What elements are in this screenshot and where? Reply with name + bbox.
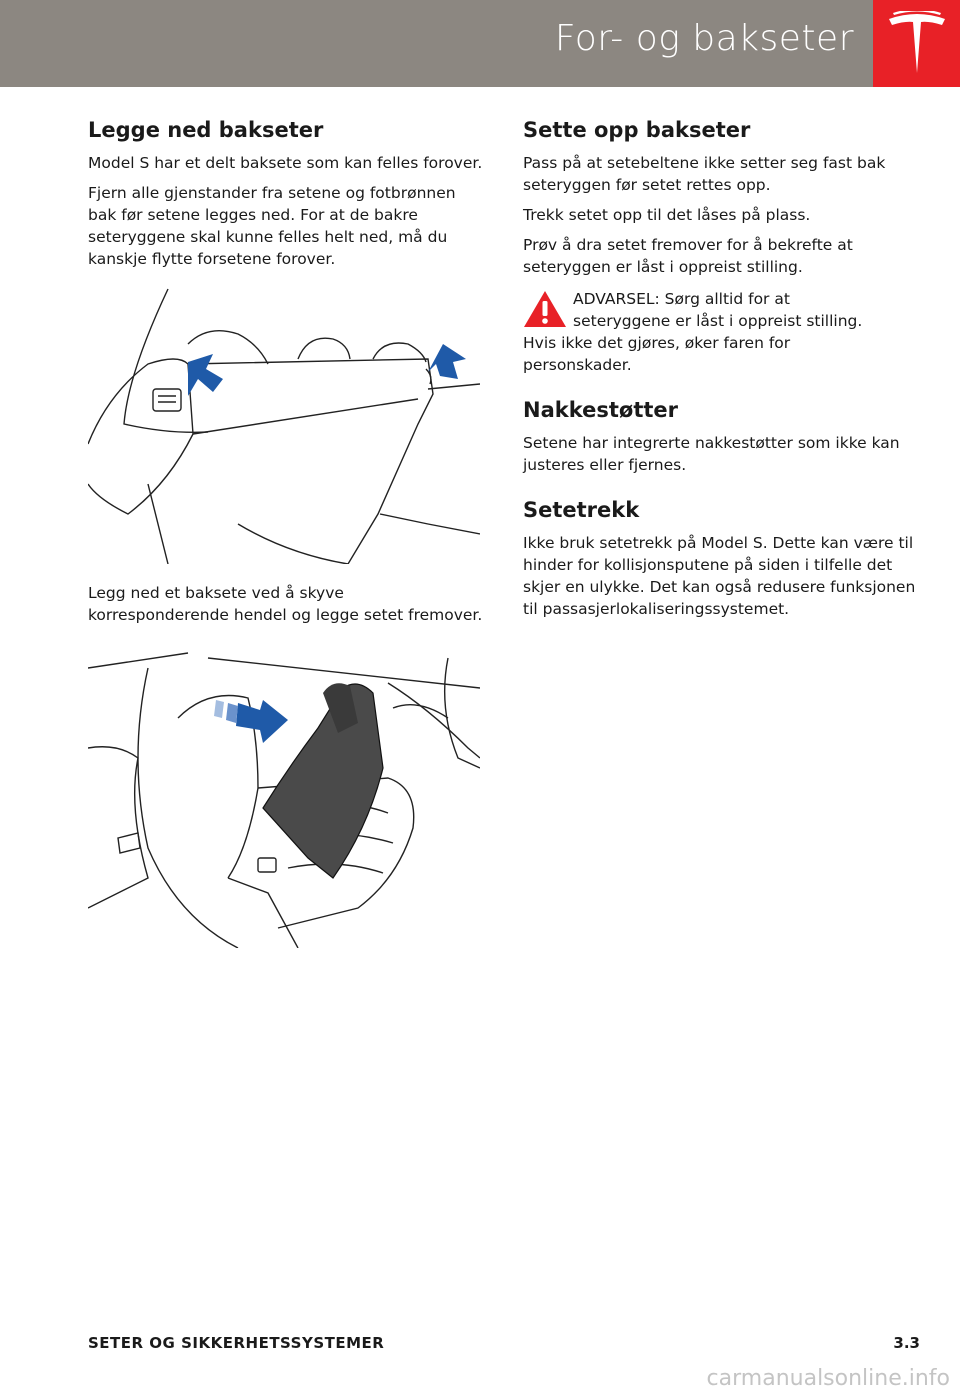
paragraph: Trekk setet opp til det låses på plass. <box>523 206 811 224</box>
watermark: carmanualsonline.info <box>706 1366 950 1391</box>
section-heading-headrests: Nakkestøtter <box>523 398 678 422</box>
page-title: For- og bakseter <box>554 18 854 59</box>
paragraph: Model S har et delt baksete som kan felles forover. <box>88 154 483 172</box>
paragraph: Legg ned et baksete ved å skyve korresponderende hendel og legge setet fremover. <box>88 584 483 624</box>
warning-triangle-icon <box>523 290 567 328</box>
seat-folding-illustration <box>88 648 480 948</box>
page-header <box>0 0 960 87</box>
section-heading-raise: Sette opp bakseter <box>523 118 751 142</box>
paragraph: Ikke bruk setetrekk på Model S. Dette kan være til hinder for kollisjonsputene på siden i tilfelle det skjer en ulykke. Det kan også redusere funksjonen til passasjerlokaliseringssystemet. <box>523 534 916 618</box>
warning-text-line1: ADVARSEL: Sørg alltid for at <box>573 290 790 308</box>
warning-text-line2: seteryggene er låst i oppreist stilling. <box>573 312 863 330</box>
section-seat-covers <box>523 498 918 620</box>
section-headrests <box>523 398 918 476</box>
illustration-seat-folding <box>88 648 480 952</box>
paragraph: Pass på at setebeltene ikke setter seg fast bak seteryggen før setet rettes opp. <box>523 154 886 194</box>
seat-release-illustration <box>88 284 480 564</box>
paragraph: Setene har integrerte nakkestøtter som ikke kan justeres eller fjernes. <box>523 434 900 474</box>
warning-text-continued: Hvis ikke det gjøres, øker faren for personskader. <box>523 334 791 374</box>
footer-section-label: SETER OG SIKKERHETSSYSTEMER <box>88 1334 385 1352</box>
paragraph: Prøv å dra setet fremover for å bekrefte at seteryggen er låst i oppreist stilling. <box>523 236 853 276</box>
footer-page-number: 3.3 <box>893 1334 920 1352</box>
tesla-logo-icon <box>887 11 947 77</box>
right-column <box>523 118 918 628</box>
paragraph: Fjern alle gjenstander fra setene og fotbrønnen bak før setene legges ned. For at de bakre seteryggene skal kunne felles helt ned, må du kanskje flytte forsetene forover. <box>88 184 456 268</box>
section-heading-seat-covers: Setetrekk <box>523 498 640 522</box>
section-heading-fold-down: Legge ned bakseter <box>88 118 324 142</box>
illustration-seat-release <box>88 284 480 568</box>
tesla-logo <box>873 0 960 87</box>
warning-box <box>523 288 918 376</box>
left-column <box>88 118 483 966</box>
